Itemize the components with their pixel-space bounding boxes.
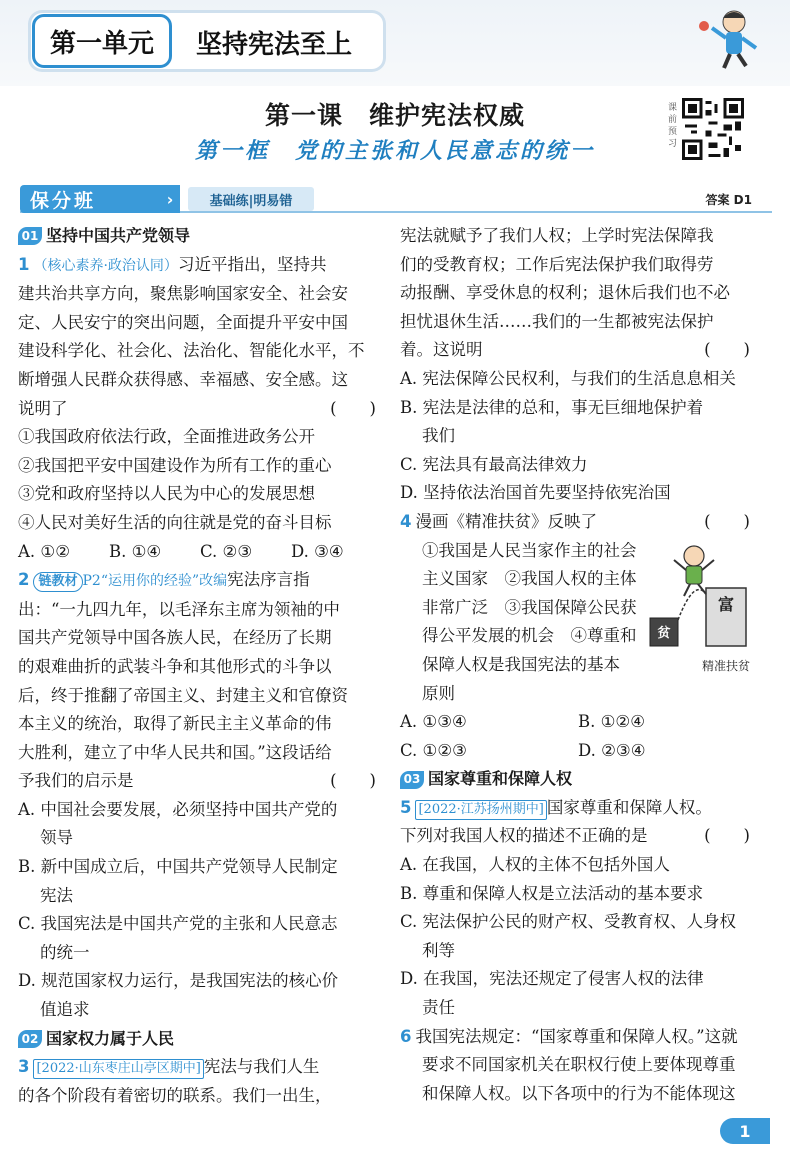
statement: ②我国把平安中国建设作为所有工作的重心 <box>18 455 332 475</box>
answer-blank[interactable]: ( ) <box>330 398 376 418</box>
answer-blank[interactable]: ( ) <box>704 340 750 360</box>
option-c[interactable]: C. 我国宪法是中国共产党的主张和人民意志 <box>18 914 338 934</box>
right-column: 宪法就赋予了我们人权；上学时宪法保障我 们的受教育权；工作后宪法保护我们取得劳 动报酬、享受休息的权利；退休后我们也不必 担忧退休生活……我们的一生都被宪法保护 着。这说明 ( ) A. 宪法保障公民权利，与我们的生活息息相关 B. 宪法是法律的总和，事无巨细地保护着 我们 C. 宪法具有最高法律效力 D. 坚持依法治国首先要坚持依宪治国 4 漫画《精准扶贫》反映了 ( ) ①我国是人民当家作主的社会 主义国家 ②我国人权的主体 非常广泛 ③我国保障公民获 得公平发展的机会 ④尊重和 保障人权是我国宪法的基本 原则 富 贫 精准扶贫 A. ①③④ B. ①②④ C. ①②③ D. ②③④ 03 国家尊重和保障人权 5 [2022·江苏扬州期中] 国家尊重和保障人权。 下列对我国人权的描述不正确的是 ( ) A. 在我国，人权的主体不包括外国人 B. 尊重和保障人权是立法活动的基本要求 C. 宪法保护公民的财产权、受教育权、人身权 利等 D. 在我国，宪法还规定了侵害人权的法律 责任 6 我国宪法规定：“国家尊重和保障人权。”这就 要求不同国家机关在职权行使上要体现尊重 和保障人权。以下各项中的行为不能体现这 <box>400 222 756 1108</box>
sign-rich: 富 <box>717 594 735 614</box>
question-tag: [2022·山东枣庄山亭区期中] <box>33 1059 203 1079</box>
qr-code-icon[interactable] <box>682 98 744 160</box>
section-header-02 <box>18 1025 382 1054</box>
option-c[interactable]: C. 宪法具有最高法律效力 <box>400 454 588 474</box>
band-subtitle: 基础练|明易错 <box>188 187 314 211</box>
left-column: 01 坚持中国共产党领导 1 （核心素养·政治认同）习近平指出，坚持共 建共治共享方向，聚焦影响国家安全、社会安 定、人民安宁的突出问题，全面提升平安中国 建设科学化、社会化、法治化、智能化水平，不 断增强人民群众获得感、幸福感、安全感。这 说明了 ( ) ①我国政府依法行政，全面推进政务公开 ②我国把平安中国建设作为所有工作的重心 ③党和政府坚持以人民为中心的发展思想 ④人民对美好生活的向往就是党的奋斗目标 A. ①② B. ①④ C. ②③ D. ③④ 2 链教材 P2“运用你的经验”改编宪法序言指 出：“一九四九年，以毛泽东主席为领袖的中 国共产党领导中国各族人民，在经历了长期 的艰难曲折的武装斗争和其他形式的斗争以 后，终于推翻了帝国主义、封建主义和官僚资 本主义的统治，取得了新民主主义革命的伟 大胜利，建立了中华人民共和国。”这段话给 予我们的启示是 ( ) A. 中国社会要发展，必须坚持中国共产党的 领导 B. 新中国成立后，中国共产党领导人民制定 宪法 C. 我国宪法是中国共产党的主张和人民意志 的统一 D. 规范国家权力运行，是我国宪法的核心价 值追求 02 国家权力属于人民 3 [2022·山东枣庄山亭区期中] 宪法与我们人生 的各个阶段有着密切的联系。我们一出生， <box>18 222 382 1110</box>
section-band <box>20 185 772 213</box>
option-b[interactable]: B. 尊重和保障人权是立法活动的基本要求 <box>400 883 704 903</box>
answer-ref: 答案 D1 <box>705 193 752 207</box>
choice-row <box>18 538 382 567</box>
choice-row <box>400 737 756 766</box>
choice-row <box>400 708 756 737</box>
qr-label: 课前预习 <box>668 103 678 149</box>
choice-a[interactable]: A. ①② <box>18 541 70 561</box>
choice-d[interactable]: D. ②③④ <box>578 740 646 760</box>
section-number: 03 <box>400 771 424 789</box>
question-1: 1 （核心素养·政治认同）习近平指出，坚持共 <box>18 254 327 274</box>
question-number: 4 <box>400 511 412 531</box>
qr-code-area[interactable] <box>668 98 748 160</box>
section-header-03 <box>400 765 756 794</box>
question-tag: [2022·江苏扬州期中] <box>415 800 546 820</box>
cartoon-caption: 精准扶贫 <box>701 658 750 673</box>
unit-title: 坚持宪法至上 <box>196 30 353 60</box>
section-title: 坚持中国共产党领导 <box>46 226 191 245</box>
section-header-01 <box>18 222 382 251</box>
choice-a[interactable]: A. ①③④ <box>400 712 467 732</box>
question-tag: （核心素养·政治认同） <box>33 257 178 274</box>
choice-d[interactable]: D. ③④ <box>291 541 344 561</box>
band-badge: 保分班 <box>20 185 160 213</box>
question-6: 6 我国宪法规定：“国家尊重和保障人权。”这就 <box>400 1026 738 1046</box>
question-number: 6 <box>400 1026 412 1046</box>
textbook-link-tag: 链教材 <box>33 572 82 592</box>
question-number: 2 <box>18 570 30 590</box>
option-b[interactable]: B. 新中国成立后，中国共产党领导人民制定 <box>18 857 338 877</box>
question-number: 1 <box>18 254 30 274</box>
answer-blank[interactable]: ( ) <box>704 826 750 846</box>
section-number: 01 <box>18 227 42 245</box>
statement: ④人民对美好生活的向往就是党的奋斗目标 <box>18 512 332 532</box>
option-d[interactable]: D. 规范国家权力运行，是我国宪法的核心价 <box>18 971 339 991</box>
lesson-title: 第一课 维护宪法权威 <box>264 101 525 130</box>
answer-blank[interactable]: ( ) <box>704 511 750 531</box>
option-b[interactable]: B. 宪法是法律的总和，事无巨细地保护着 <box>400 397 704 417</box>
question-5: 5 [2022·江苏扬州期中] 国家尊重和保障人权。 <box>400 794 756 823</box>
question-tag: P2“运用你的经验”改编 <box>82 573 228 590</box>
frame-title: 第一框 党的主张和人民意志的统一 <box>194 138 595 164</box>
question-number: 3 <box>18 1057 30 1077</box>
question-number: 5 <box>400 797 412 817</box>
page-number: 1 <box>720 1118 770 1144</box>
choice-c[interactable]: C. ①②③ <box>400 740 467 760</box>
unit-tag: 第一单元 <box>32 14 172 68</box>
question-4: 4 漫画《精准扶贫》反映了 ( ) ①我国是人民当家作主的社会 主义国家 ②我国人权的主体 非常广泛 ③我国保障公民获 得公平发展的机会 ④尊重和 保障人权是我国宪法的基本 原则 富 贫 精准扶贫 <box>400 508 756 708</box>
statement: ③党和政府坚持以人民为中心的发展思想 <box>18 484 315 504</box>
option-c[interactable]: C. 宪法保护公民的财产权、受教育权、人身权 <box>400 912 737 932</box>
chevron-right-icon: › <box>160 185 180 213</box>
answer-blank[interactable]: ( ) <box>330 771 376 791</box>
cartoon-illustration <box>644 538 754 648</box>
sign-poor: 贫 <box>657 625 671 641</box>
option-a[interactable]: A. 宪法保障公民权利，与我们的生活息息相关 <box>400 368 736 388</box>
option-a[interactable]: A. 在我国，人权的主体不包括外国人 <box>400 855 670 875</box>
option-d[interactable]: D. 坚持依法治国首先要坚持依宪治国 <box>400 483 671 503</box>
section-title: 国家权力属于人民 <box>46 1028 175 1048</box>
choice-b[interactable]: B. ①④ <box>109 541 162 561</box>
choice-c[interactable]: C. ②③ <box>200 541 253 561</box>
choice-b[interactable]: B. ①②④ <box>578 712 645 732</box>
statement: ①我国政府依法行政，全面推进政务公开 <box>18 427 315 447</box>
mascot-illustration <box>690 4 770 74</box>
option-d[interactable]: D. 在我国，宪法还规定了侵害人权的法律 <box>400 969 704 989</box>
question-2: 2 链教材 P2“运用你的经验”改编宪法序言指 <box>18 566 382 596</box>
question-3: 3 [2022·山东枣庄山亭区期中] 宪法与我们人生 <box>18 1053 382 1082</box>
option-a[interactable]: A. 中国社会要发展，必须坚持中国共产党的 <box>18 799 338 819</box>
section-title: 国家尊重和保障人权 <box>428 769 573 789</box>
section-number: 02 <box>18 1030 42 1048</box>
